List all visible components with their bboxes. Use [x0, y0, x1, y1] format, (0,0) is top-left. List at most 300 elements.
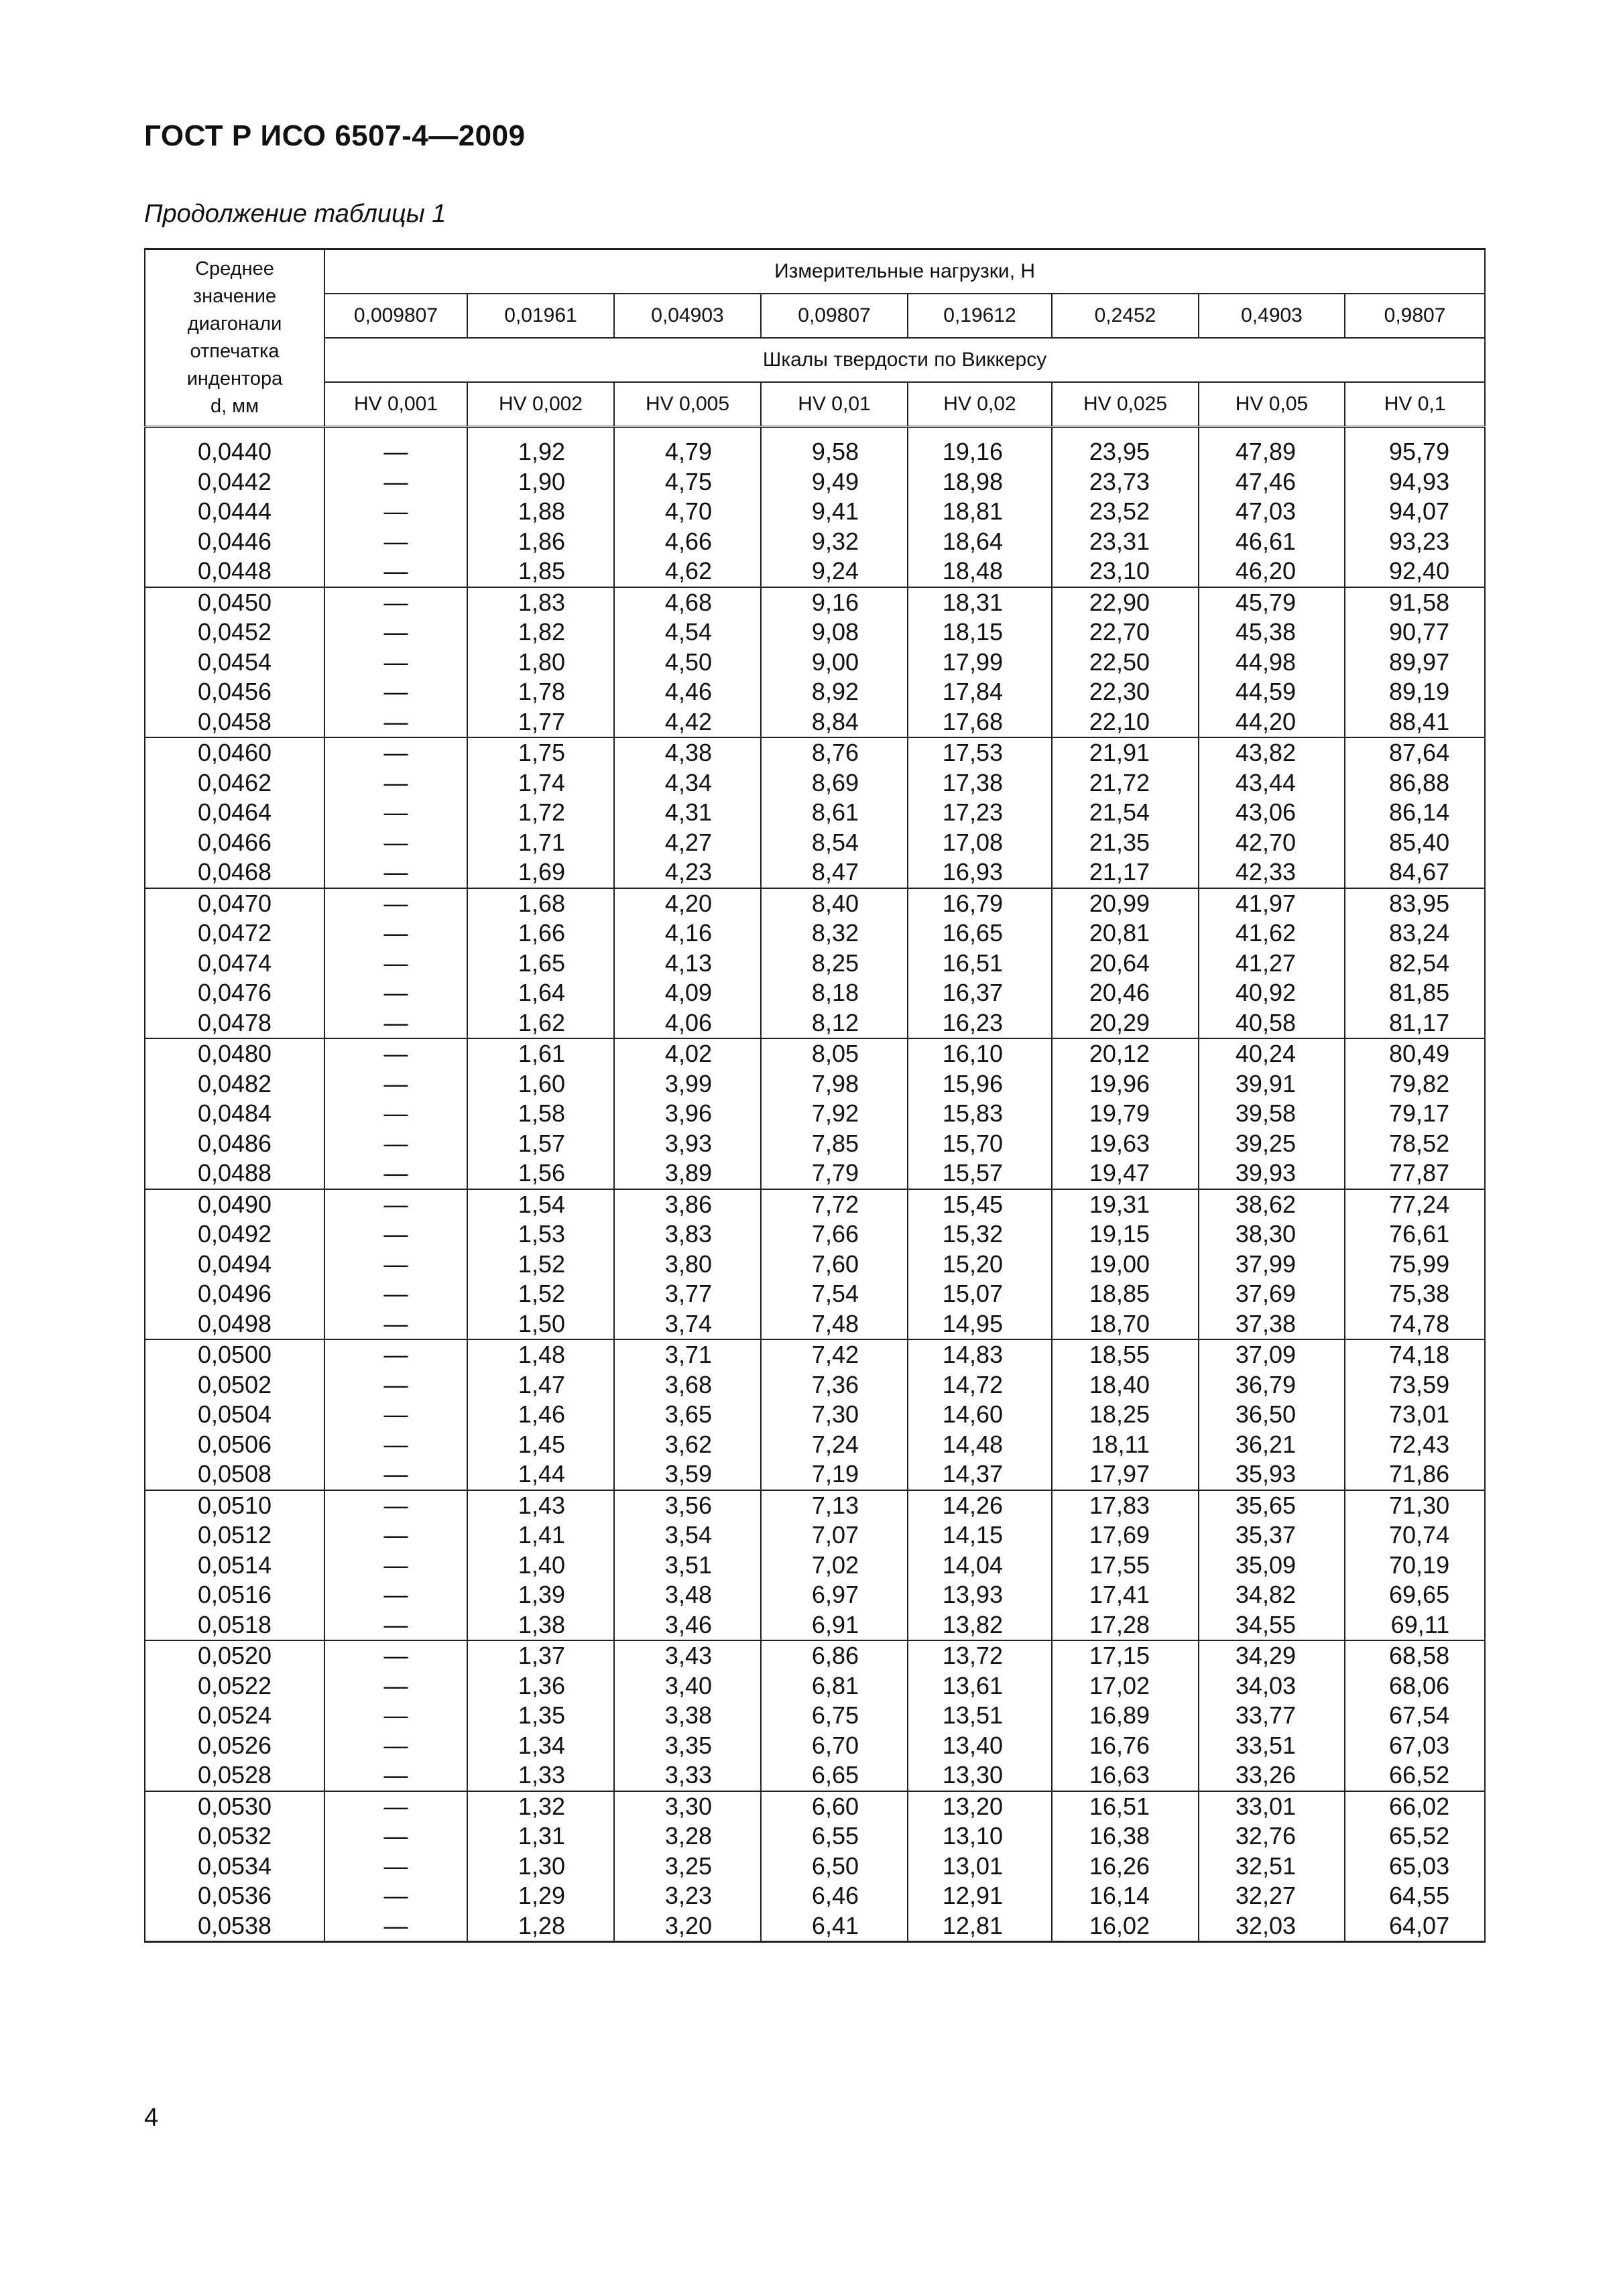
- diagonal-value: 0,0494: [197, 1250, 272, 1278]
- hardness-value: 1,34: [518, 1731, 565, 1759]
- hardness-value: 21,54: [1089, 798, 1150, 826]
- hardness-value: 14,95: [942, 1309, 1003, 1337]
- hardness-cell: [1199, 1038, 1345, 1189]
- hardness-value: 21,72: [1089, 768, 1150, 796]
- hardness-value: —: [383, 919, 408, 947]
- hardness-value: 79,17: [1389, 1099, 1450, 1127]
- hardness-value: 1,60: [518, 1069, 565, 1097]
- hardness-value: 16,26: [1089, 1852, 1150, 1880]
- hardness-value: 1,88: [518, 497, 565, 525]
- hardness-value: 43,44: [1235, 768, 1296, 796]
- header-row-scales-title: [145, 338, 1485, 382]
- load-header-cell: 0,19612: [908, 294, 1052, 338]
- diagonal-value: 0,0508: [197, 1460, 272, 1488]
- hardness-value: 8,18: [811, 979, 859, 1006]
- hardness-cell: [1345, 1339, 1485, 1490]
- hardness-value: 4,46: [664, 678, 712, 705]
- hardness-value: 14,83: [942, 1341, 1003, 1368]
- hardness-value: 3,38: [664, 1701, 712, 1729]
- hardness-cell: [324, 1189, 467, 1340]
- load-header-cell: 0,2452: [1052, 294, 1199, 338]
- hardness-value: 22,10: [1089, 707, 1150, 735]
- hardness-value: 47,03: [1235, 497, 1296, 525]
- diagonal-cell: [145, 1640, 324, 1791]
- document-title: ГОСТ Р ИСО 6507-4—2009: [144, 119, 526, 152]
- hardness-value: —: [383, 949, 408, 977]
- hardness-value: —: [383, 588, 408, 616]
- hardness-value: —: [383, 1491, 408, 1519]
- hardness-value: 16,38: [1089, 1822, 1150, 1850]
- hardness-value: 4,68: [664, 588, 712, 616]
- hardness-value: 7,42: [811, 1341, 859, 1368]
- hardness-cell: [1052, 1339, 1199, 1490]
- diagonal-value: 0,0440: [197, 438, 272, 465]
- hardness-value: 18,31: [942, 588, 1003, 616]
- hardness-value: 15,20: [942, 1250, 1003, 1278]
- hardness-value: 84,67: [1389, 858, 1450, 886]
- diagonal-cell: [145, 888, 324, 1039]
- hardness-value: —: [383, 768, 408, 796]
- hardness-value: 74,78: [1389, 1309, 1450, 1337]
- hardness-value: 1,45: [518, 1430, 565, 1458]
- diagonal-value: 0,0472: [197, 919, 272, 947]
- hardness-value: —: [383, 1792, 408, 1820]
- hardness-value: 1,72: [518, 798, 565, 826]
- hardness-value: 17,02: [1089, 1671, 1150, 1699]
- hardness-value: 6,46: [811, 1882, 859, 1909]
- hardness-value: 14,04: [942, 1551, 1003, 1579]
- diagonal-value: 0,0442: [197, 467, 272, 495]
- hardness-value: 35,09: [1235, 1551, 1296, 1579]
- hardness-cell: [324, 1791, 467, 1942]
- diagonal-value: 0,0526: [197, 1731, 272, 1759]
- hardness-cell: [908, 587, 1052, 738]
- hardness-value: 15,45: [942, 1190, 1003, 1218]
- hardness-cell: [1052, 1791, 1199, 1942]
- hardness-value: —: [383, 889, 408, 917]
- hardness-cell: [908, 1038, 1052, 1189]
- hardness-value: 4,34: [664, 768, 712, 796]
- hardness-value: 33,77: [1235, 1701, 1296, 1729]
- hardness-cell: [614, 1791, 761, 1942]
- hardness-value: 17,53: [942, 739, 1003, 766]
- hardness-value: 7,72: [811, 1190, 859, 1218]
- hardness-cell: [324, 888, 467, 1039]
- hardness-value: 1,66: [518, 919, 565, 947]
- diagonal-header: [145, 249, 324, 427]
- hardness-value: 9,00: [811, 648, 859, 676]
- hardness-cell: [761, 888, 908, 1039]
- hardness-value: 1,28: [518, 1911, 565, 1939]
- hardness-value: 4,02: [664, 1040, 712, 1067]
- hardness-value: 6,41: [811, 1911, 859, 1939]
- hardness-value: —: [383, 557, 408, 585]
- hardness-value: 7,66: [811, 1220, 859, 1248]
- hardness-value: 1,36: [518, 1671, 565, 1699]
- hardness-value: 3,59: [664, 1460, 712, 1488]
- hardness-value: 9,49: [811, 467, 859, 495]
- hardness-value: 32,76: [1235, 1822, 1296, 1850]
- hardness-value: 86,88: [1389, 768, 1450, 796]
- hardness-value: 19,96: [1089, 1069, 1150, 1097]
- hardness-value: 4,75: [664, 467, 712, 495]
- hardness-value: 9,08: [811, 618, 859, 646]
- hardness-value: 4,42: [664, 707, 712, 735]
- diagonal-cell: [145, 587, 324, 738]
- hardness-cell: [1052, 737, 1199, 888]
- hardness-value: 7,48: [811, 1309, 859, 1337]
- hardness-value: 9,16: [811, 588, 859, 616]
- hardness-value: 4,79: [664, 438, 712, 465]
- hardness-value: 32,51: [1235, 1852, 1296, 1880]
- hardness-value: 15,83: [942, 1099, 1003, 1127]
- hardness-cell: [1345, 1791, 1485, 1942]
- hardness-value: 1,62: [518, 1008, 565, 1036]
- table-row-group: [145, 1339, 1485, 1490]
- hardness-value: 1,44: [518, 1460, 565, 1488]
- table-row-group: [145, 1490, 1485, 1641]
- hardness-cell: [1345, 1189, 1485, 1340]
- hardness-value: 7,13: [811, 1491, 859, 1519]
- hardness-cell: [908, 437, 1052, 587]
- hardness-value: 3,89: [664, 1159, 712, 1187]
- hardness-value: 86,14: [1389, 798, 1450, 826]
- hardness-value: 94,07: [1389, 497, 1450, 525]
- hardness-value: 4,09: [664, 979, 712, 1006]
- hardness-value: 15,32: [942, 1220, 1003, 1248]
- diagonal-cell: [145, 737, 324, 888]
- hardness-value: 15,70: [942, 1129, 1003, 1157]
- hardness-value: 85,40: [1389, 828, 1450, 856]
- hardness-value: 1,58: [518, 1099, 565, 1127]
- hardness-value: 3,28: [664, 1822, 712, 1850]
- diagonal-value: 0,0466: [197, 828, 272, 856]
- hardness-cell: [467, 1038, 614, 1189]
- hardness-value: 1,61: [518, 1040, 565, 1067]
- hardness-value: 1,52: [518, 1250, 565, 1278]
- hardness-value: 6,65: [811, 1761, 859, 1789]
- hardness-value: —: [383, 648, 408, 676]
- hardness-cell: [324, 1038, 467, 1189]
- hardness-cell: [908, 737, 1052, 888]
- hardness-value: 70,74: [1389, 1521, 1450, 1549]
- hardness-value: 7,98: [811, 1069, 859, 1097]
- hardness-value: 16,23: [942, 1008, 1003, 1036]
- hardness-value: 16,93: [942, 858, 1003, 886]
- hardness-value: 8,32: [811, 919, 859, 947]
- hardness-value: 16,76: [1089, 1731, 1150, 1759]
- hardness-value: 23,31: [1089, 527, 1150, 555]
- hardness-value: 13,61: [942, 1671, 1003, 1699]
- hardness-value: 19,79: [1089, 1099, 1150, 1127]
- hardness-value: 19,31: [1089, 1190, 1150, 1218]
- hardness-value: 16,02: [1089, 1911, 1150, 1939]
- hardness-value: 4,27: [664, 828, 712, 856]
- hardness-value: 3,96: [664, 1099, 712, 1127]
- hardness-value: —: [383, 1280, 408, 1307]
- hardness-value: 13,72: [942, 1642, 1003, 1669]
- diagonal-header-line: значение: [192, 286, 277, 307]
- hardness-value: 33,01: [1235, 1792, 1296, 1820]
- hardness-value: 8,47: [811, 858, 859, 886]
- hardness-value: 3,25: [664, 1852, 712, 1880]
- table-row-group: [145, 437, 1485, 587]
- hardness-value: 6,81: [811, 1671, 859, 1699]
- hardness-value: 3,54: [664, 1521, 712, 1549]
- hardness-value: —: [383, 1069, 408, 1097]
- hardness-value: 16,79: [942, 889, 1003, 917]
- table-caption: Продолжение таблицы 1: [144, 200, 446, 228]
- hardness-value: 47,89: [1235, 438, 1296, 465]
- hardness-value: 21,35: [1089, 828, 1150, 856]
- hardness-cell: [1052, 437, 1199, 587]
- hardness-value: 38,62: [1235, 1190, 1296, 1218]
- diagonal-value: 0,0502: [197, 1370, 272, 1398]
- hardness-value: 17,84: [942, 678, 1003, 705]
- hardness-value: 1,47: [518, 1370, 565, 1398]
- diagonal-value: 0,0538: [197, 1911, 272, 1939]
- hardness-value: 67,03: [1389, 1731, 1450, 1759]
- hardness-value: 3,86: [664, 1190, 712, 1218]
- hardness-value: 18,64: [942, 527, 1003, 555]
- hardness-cell: [614, 1490, 761, 1641]
- hardness-value: 9,32: [811, 527, 859, 555]
- hardness-cell: [324, 587, 467, 738]
- diagonal-value: 0,0514: [197, 1551, 272, 1579]
- hardness-value: —: [383, 678, 408, 705]
- hardness-value: 35,93: [1235, 1460, 1296, 1488]
- header-row-loads-title: [145, 249, 1485, 294]
- diagonal-cell: [145, 1490, 324, 1641]
- hardness-value: 13,01: [942, 1852, 1003, 1880]
- hardness-value: 8,84: [811, 707, 859, 735]
- hardness-value: 13,82: [942, 1610, 1003, 1638]
- hardness-value: 6,60: [811, 1792, 859, 1820]
- hardness-value: 1,69: [518, 858, 565, 886]
- diagonal-value: 0,0500: [197, 1341, 272, 1368]
- hardness-value: 65,03: [1389, 1852, 1450, 1880]
- hardness-value: 19,16: [942, 438, 1003, 465]
- hardness-value: —: [383, 1341, 408, 1368]
- hardness-cell: [467, 587, 614, 738]
- hardness-value: 19,63: [1089, 1129, 1150, 1157]
- hardness-value: 32,27: [1235, 1882, 1296, 1909]
- hardness-value: 3,56: [664, 1491, 712, 1519]
- hardness-cell: [1199, 888, 1345, 1039]
- hardness-value: 89,97: [1389, 648, 1450, 676]
- hardness-value: 87,64: [1389, 739, 1450, 766]
- hardness-cell: [324, 1640, 467, 1791]
- hardness-value: 81,85: [1389, 979, 1450, 1006]
- hardness-value: —: [383, 1521, 408, 1549]
- hardness-value: 1,68: [518, 889, 565, 917]
- hardness-value: 4,16: [664, 919, 712, 947]
- hardness-value: 18,81: [942, 497, 1003, 525]
- hardness-value: 18,55: [1089, 1341, 1150, 1368]
- hardness-value: 3,46: [664, 1610, 712, 1638]
- hardness-value: 18,98: [942, 467, 1003, 495]
- hardness-value: 21,17: [1089, 858, 1150, 886]
- hardness-value: —: [383, 858, 408, 886]
- hardness-value: —: [383, 1731, 408, 1759]
- hardness-value: 19,15: [1089, 1220, 1150, 1248]
- hardness-value: 3,80: [664, 1250, 712, 1278]
- hardness-value: 37,99: [1235, 1250, 1296, 1278]
- hardness-cell: [761, 1791, 908, 1942]
- hardness-value: 23,52: [1089, 497, 1150, 525]
- loads-header: Измерительные нагрузки, Н: [324, 249, 1485, 294]
- diagonal-value: 0,0532: [197, 1822, 272, 1850]
- hardness-value: 43,06: [1235, 798, 1296, 826]
- hardness-value: 16,51: [1089, 1792, 1150, 1820]
- hardness-value: 38,30: [1235, 1220, 1296, 1248]
- hardness-value: 18,85: [1089, 1280, 1150, 1307]
- table-row-group: [145, 1640, 1485, 1791]
- hardness-value: 64,55: [1389, 1882, 1450, 1909]
- hardness-value: 3,65: [664, 1400, 712, 1428]
- hardness-value: 91,58: [1389, 588, 1450, 616]
- hardness-value: —: [383, 1309, 408, 1337]
- hardness-value: 75,99: [1389, 1250, 1450, 1278]
- hardness-value: —: [383, 1882, 408, 1909]
- hardness-value: —: [383, 1400, 408, 1428]
- hardness-value: —: [383, 1761, 408, 1789]
- hardness-value: —: [383, 798, 408, 826]
- hardness-value: 1,41: [518, 1521, 565, 1549]
- hardness-cell: [324, 1339, 467, 1490]
- diagonal-value: 0,0464: [197, 798, 272, 826]
- hardness-cell: [467, 888, 614, 1039]
- hardness-value: —: [383, 1822, 408, 1850]
- hardness-value: 77,24: [1389, 1190, 1450, 1218]
- table-row-group: [145, 587, 1485, 738]
- hardness-cell: [614, 1640, 761, 1791]
- hardness-value: 1,35: [518, 1701, 565, 1729]
- diagonal-value: 0,0478: [197, 1008, 272, 1036]
- load-header-cell: 0,9807: [1345, 294, 1485, 338]
- hardness-value: 7,19: [811, 1460, 859, 1488]
- hardness-value: 64,07: [1389, 1911, 1450, 1939]
- hardness-value: 4,70: [664, 497, 712, 525]
- diagonal-header-line: отпечатка: [190, 341, 280, 362]
- hardness-value: 67,54: [1389, 1701, 1450, 1729]
- hardness-value: 6,97: [811, 1581, 859, 1608]
- hardness-value: 14,48: [942, 1430, 1003, 1458]
- hardness-cell: [761, 1490, 908, 1641]
- load-header-cell: 0,04903: [614, 294, 761, 338]
- diagonal-value: 0,0454: [197, 648, 272, 676]
- hardness-cell: [1345, 437, 1485, 587]
- hardness-value: 37,69: [1235, 1280, 1296, 1307]
- hardness-value: 8,05: [811, 1040, 859, 1067]
- hardness-cell: [761, 1038, 908, 1189]
- hardness-value: —: [383, 707, 408, 735]
- hardness-value: 8,40: [811, 889, 859, 917]
- hardness-value: 69,11: [1390, 1610, 1450, 1638]
- hardness-value: 4,50: [664, 648, 712, 676]
- hardness-cell: [1199, 1189, 1345, 1340]
- hardness-value: —: [383, 1911, 408, 1939]
- hardness-value: 3,23: [664, 1882, 712, 1909]
- hardness-value: 47,46: [1235, 467, 1296, 495]
- hardness-value: 71,86: [1389, 1460, 1450, 1488]
- hardness-cell: [1345, 1640, 1485, 1791]
- hardness-value: 6,86: [811, 1642, 859, 1669]
- hardness-value: 16,10: [942, 1040, 1003, 1067]
- hardness-cell: [614, 737, 761, 888]
- scales-header: Шкалы твердости по Виккерсу: [324, 338, 1485, 382]
- diagonal-value: 0,0452: [197, 618, 272, 646]
- scale-header-cell: HV 0,1: [1345, 382, 1485, 427]
- hardness-value: 12,81: [942, 1911, 1003, 1939]
- diagonal-value: 0,0536: [197, 1882, 272, 1909]
- diagonal-value: 0,0516: [197, 1581, 272, 1608]
- hardness-value: 34,03: [1235, 1671, 1296, 1699]
- hardness-cell: [761, 1339, 908, 1490]
- hardness-value: 1,65: [518, 949, 565, 977]
- hardness-value: 1,52: [518, 1280, 565, 1307]
- diagonal-value: 0,0498: [197, 1309, 272, 1337]
- hardness-value: 34,29: [1235, 1642, 1296, 1669]
- hardness-cell: [908, 1490, 1052, 1641]
- hardness-value: 17,15: [1089, 1642, 1150, 1669]
- hardness-value: 13,40: [942, 1731, 1003, 1759]
- hardness-value: 1,56: [518, 1159, 565, 1187]
- diagonal-value: 0,0468: [197, 858, 272, 886]
- hardness-value: 77,87: [1389, 1159, 1450, 1187]
- hardness-cell: [761, 1640, 908, 1791]
- hardness-value: 3,43: [664, 1642, 712, 1669]
- hardness-cell: [324, 737, 467, 888]
- hardness-value: 7,85: [811, 1129, 859, 1157]
- hardness-value: 37,09: [1235, 1341, 1296, 1368]
- scale-header-cell: HV 0,025: [1052, 382, 1199, 427]
- hardness-value: 20,46: [1089, 979, 1150, 1006]
- diagonal-value: 0,0496: [197, 1280, 272, 1307]
- hardness-value: 13,30: [942, 1761, 1003, 1789]
- hardness-value: 14,26: [942, 1491, 1003, 1519]
- hardness-value: 66,52: [1389, 1761, 1450, 1789]
- hardness-value: 22,90: [1089, 588, 1150, 616]
- hardness-value: 20,99: [1089, 889, 1150, 917]
- diagonal-value: 0,0462: [197, 768, 272, 796]
- diagonal-value: 0,0456: [197, 678, 272, 705]
- hardness-value: 3,51: [664, 1551, 712, 1579]
- hardness-value: 3,71: [664, 1341, 712, 1368]
- hardness-value: —: [383, 1852, 408, 1880]
- hardness-value: 6,91: [811, 1610, 859, 1638]
- hardness-value: 16,65: [942, 919, 1003, 947]
- hardness-value: 18,40: [1089, 1370, 1150, 1398]
- hardness-value: 3,99: [664, 1069, 712, 1097]
- diagonal-header-line: диагонали: [187, 313, 282, 335]
- hardness-value: 72,43: [1389, 1430, 1450, 1458]
- hardness-value: 15,57: [942, 1159, 1003, 1187]
- hardness-cell: [467, 1490, 614, 1641]
- hardness-cell: [467, 737, 614, 888]
- hardness-value: 6,75: [811, 1701, 859, 1729]
- hardness-value: 6,70: [811, 1731, 859, 1759]
- hardness-value: 3,62: [664, 1430, 712, 1458]
- diagonal-value: 0,0470: [197, 889, 272, 917]
- hardness-value: 14,60: [942, 1400, 1003, 1428]
- hardness-cell: [467, 1791, 614, 1942]
- hardness-value: 44,20: [1235, 707, 1296, 735]
- hardness-value: 8,92: [811, 678, 859, 705]
- diagonal-value: 0,0492: [197, 1220, 272, 1248]
- diagonal-value: 0,0524: [197, 1701, 272, 1729]
- hardness-value: —: [383, 497, 408, 525]
